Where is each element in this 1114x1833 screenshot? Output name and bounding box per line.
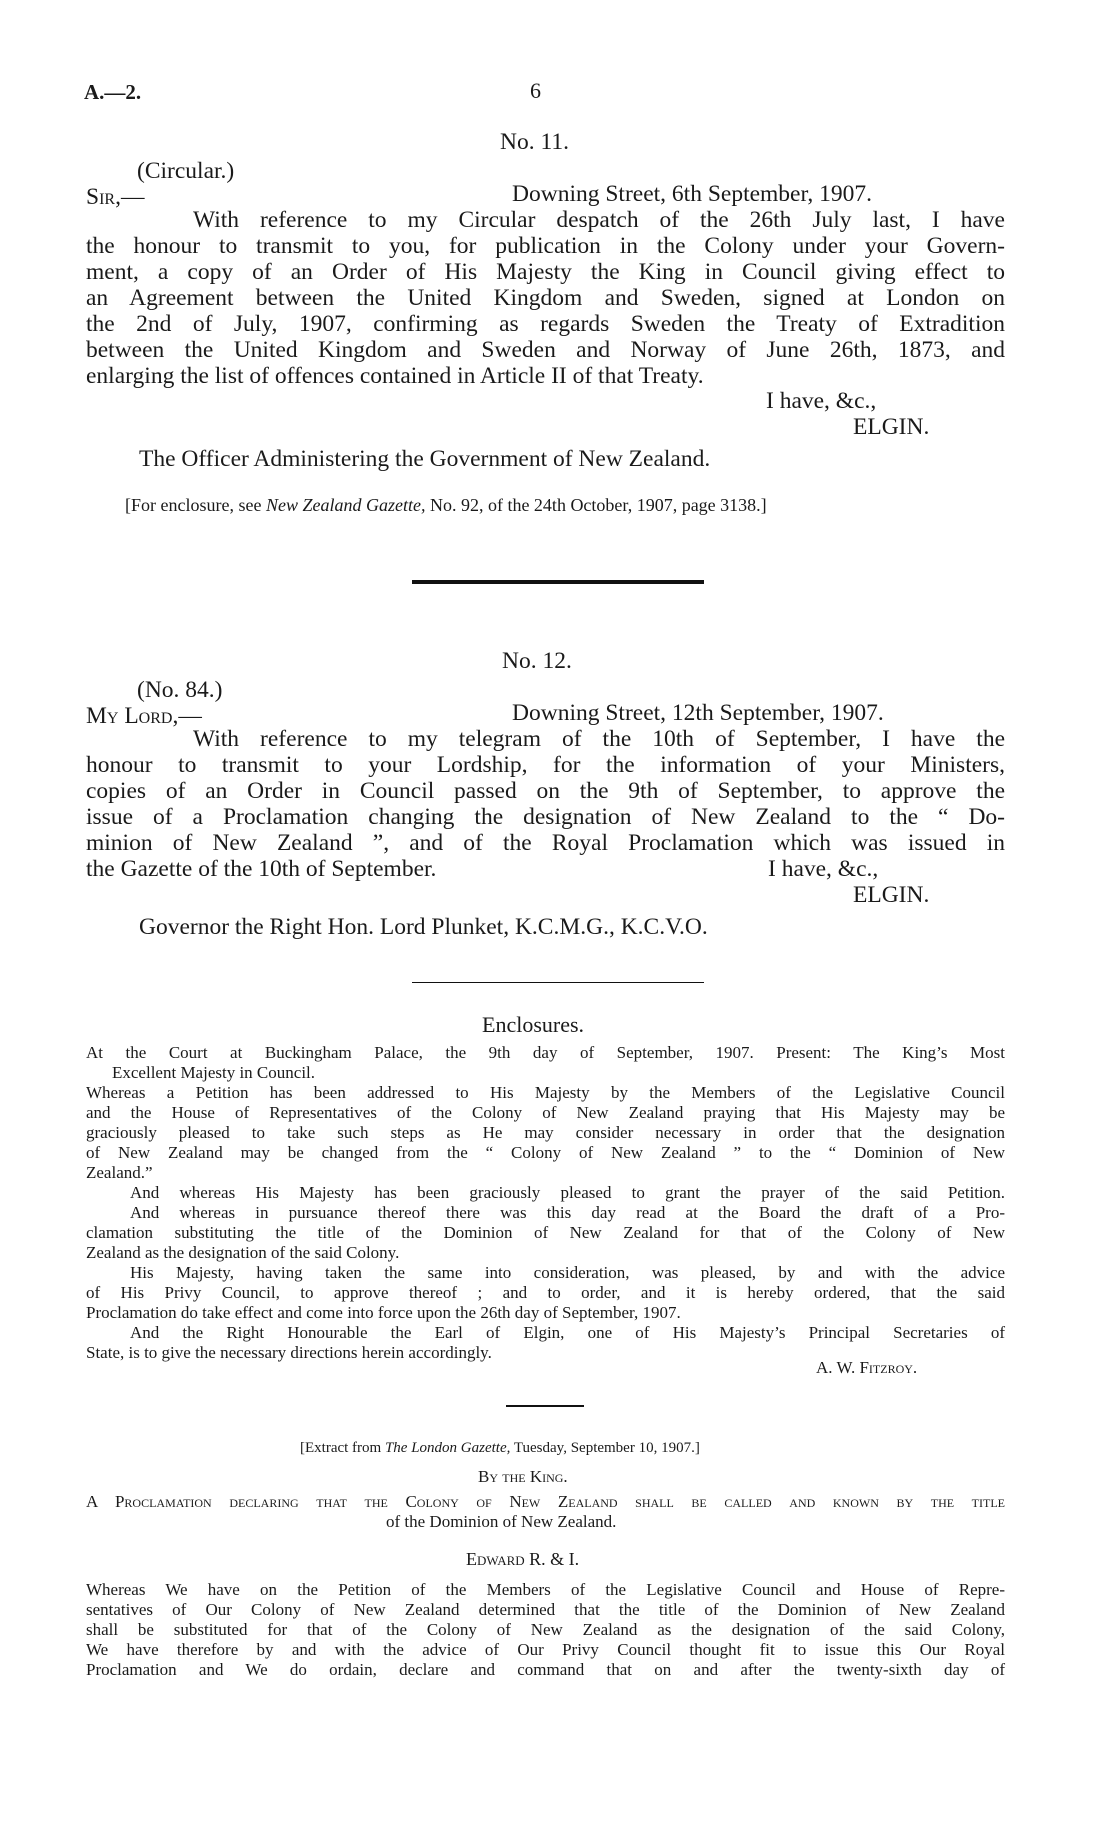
extract-divider [506,1405,584,1407]
doc11-place-date: Downing Street, 6th September, 1907. [512,181,872,207]
doc12-line-5: minion of New Zealand ”, and of the Royal Proclamation which was issued in [86,830,1005,856]
section-divider-thin [412,982,704,983]
proclamation-body-line-3: shall be substituted for that of the Colony of New Zealand as the designation of the said Colony, [86,1620,1005,1639]
note-suffix: No. 92, of the 24th October, 1907, page 3138.] [429,495,767,515]
doc11-line-7: enlarging the list of offences contained in Article II of that Treaty. [86,363,704,389]
proclamation-body-line-2: sentatives of Our Colony of New Zealand determined that the title of the Dominion of New Zealand [86,1600,1005,1619]
para3-line-1: And whereas in pursuance thereof there was this day read at the Board the draft of a Pro- [130,1203,1005,1222]
para3-line-2: clamation substituting the title of the Dominion of New Zealand for that of the Colony of New [86,1223,1005,1242]
doc11-signature: ELGIN. [853,414,930,440]
para4-line-2: of His Privy Council, to approve thereof ; and to order, and it is hereby ordered, that the said [86,1283,1005,1302]
para3-line-3: Zealand as the designation of the said Colony. [86,1243,400,1262]
enclosures-heading: Enclosures. [482,1012,585,1037]
doc12-tag: (No. 84.) [137,677,223,703]
para5-line-1: And the Right Honourable the Earl of Elgin, one of His Majesty’s Principal Secretaries of [130,1323,1005,1342]
doc12-closing: I have, &c., [768,856,879,882]
para1-line-3: graciously pleased to take such steps as He may consider necessary in order that the designation [86,1123,1005,1142]
para2: And whereas His Majesty has been graciously pleased to grant the prayer of the said Petition. [130,1183,1005,1202]
para5-line-2: State, is to give the necessary directions herein accordingly. [86,1343,492,1362]
para1-line-5: Zealand.” [86,1163,153,1182]
doc11-line-4: an Agreement between the United Kingdom and Sweden, signed at London on [86,285,1005,311]
doc11-addressee: The Officer Administering the Government of New Zealand. [139,446,711,472]
doc12-number: No. 12. [502,648,572,674]
proclamation-title-line-2: of the Dominion of New Zealand. [386,1512,617,1531]
doc11-line-2: the honour to transmit to you, for publication in the Colony under your Govern- [86,233,1005,259]
doc12-place-date: Downing Street, 12th September, 1907. [512,700,884,726]
section-divider-thick [412,580,704,584]
page-number: 6 [530,78,541,103]
para4-line-3: Proclamation do take effect and come into force upon the 26th day of September, 1907. [86,1303,681,1322]
doc11-number: No. 11. [500,129,569,155]
note-gazette-title: New Zealand Gazette, [265,495,426,515]
para4-line-1: His Majesty, having taken the same into consideration, was pleased, by and with the advice [130,1263,1005,1282]
doc12-line-3: copies of an Order in Council passed on the 9th of September, to approve the [86,778,1005,804]
extract-gazette-title: The London Gazette, [384,1440,511,1456]
court-line-1: At the Court at Buckingham Palace, the 9th day of September, 1907. Present: The King’s Most [86,1043,1005,1062]
doc11-line-5: the 2nd of July, 1907, confirming as regards Sweden the Treaty of Extradition [86,311,1005,337]
extract-prefix: [Extract from [300,1440,382,1456]
doc11-closing: I have, &c., [766,388,877,414]
doc12-line-6: the Gazette of the 10th of September. [86,856,437,882]
doc12-addressee: Governor the Right Hon. Lord Plunket, K.C.M.G., K.C.V.O. [139,914,708,940]
doc12-line-1: With reference to my telegram of the 10th of September, I have the [193,726,1005,752]
proclamation-body-line-4: We have therefore by and with the advice of Our Privy Council thought fit to issue this Our Royal [86,1640,1005,1659]
doc12-line-2: honour to transmit to your Lordship, for the information of your Ministers, [86,752,1005,778]
edward-signature: Edward R. & I. [466,1549,580,1569]
proclamation-title-line-1: A Proclamation declaring that the Colony of New Zealand shall be called and known by the title [86,1492,1005,1511]
doc12-signature: ELGIN. [853,882,930,908]
doc11-salutation: Sir,— [86,184,145,210]
doc11-line-6: between the United Kingdom and Sweden and Norway of June 26th, 1873, and [86,337,1005,363]
page-header-ref: A.—2. [84,80,142,104]
doc11-tag: (Circular.) [137,158,235,184]
doc11-enclosure-note [125,495,767,516]
court-line-2: Excellent Majesty in Council. [112,1063,316,1082]
extract-suffix: Tuesday, September 10, 1907.] [513,1440,700,1456]
doc12-line-4: issue of a Proclamation changing the designation of New Zealand to the “ Do- [86,804,1005,830]
doc11-line-1: With reference to my Circular despatch of the 26th July last, I have [193,207,1005,233]
para1-line-1: Whereas a Petition has been addressed to His Majesty by the Members of the Legislative Council [86,1083,1005,1102]
extract-source [300,1440,700,1457]
proclamation-body-line-5: Proclamation and We do ordain, declare and command that on and after the twenty-sixth day of [86,1660,1005,1679]
order-signer: A. W. Fitzroy. [816,1358,918,1377]
note-prefix: [For enclosure, see [125,495,262,515]
para1-line-4: of New Zealand may be changed from the “ Colony of New Zealand ” to the “ Dominion of New [86,1143,1005,1162]
proclamation-body-line-1: Whereas We have on the Petition of the Members of the Legislative Council and House of Repre- [86,1580,1005,1599]
by-the-king: By the King. [478,1467,568,1486]
doc12-salutation: My Lord,— [86,703,202,729]
doc11-line-3: ment, a copy of an Order of His Majesty the King in Council giving effect to [86,259,1005,285]
para1-line-2: and the House of Representatives of the Colony of New Zealand praying that His Majesty may be [86,1103,1005,1122]
